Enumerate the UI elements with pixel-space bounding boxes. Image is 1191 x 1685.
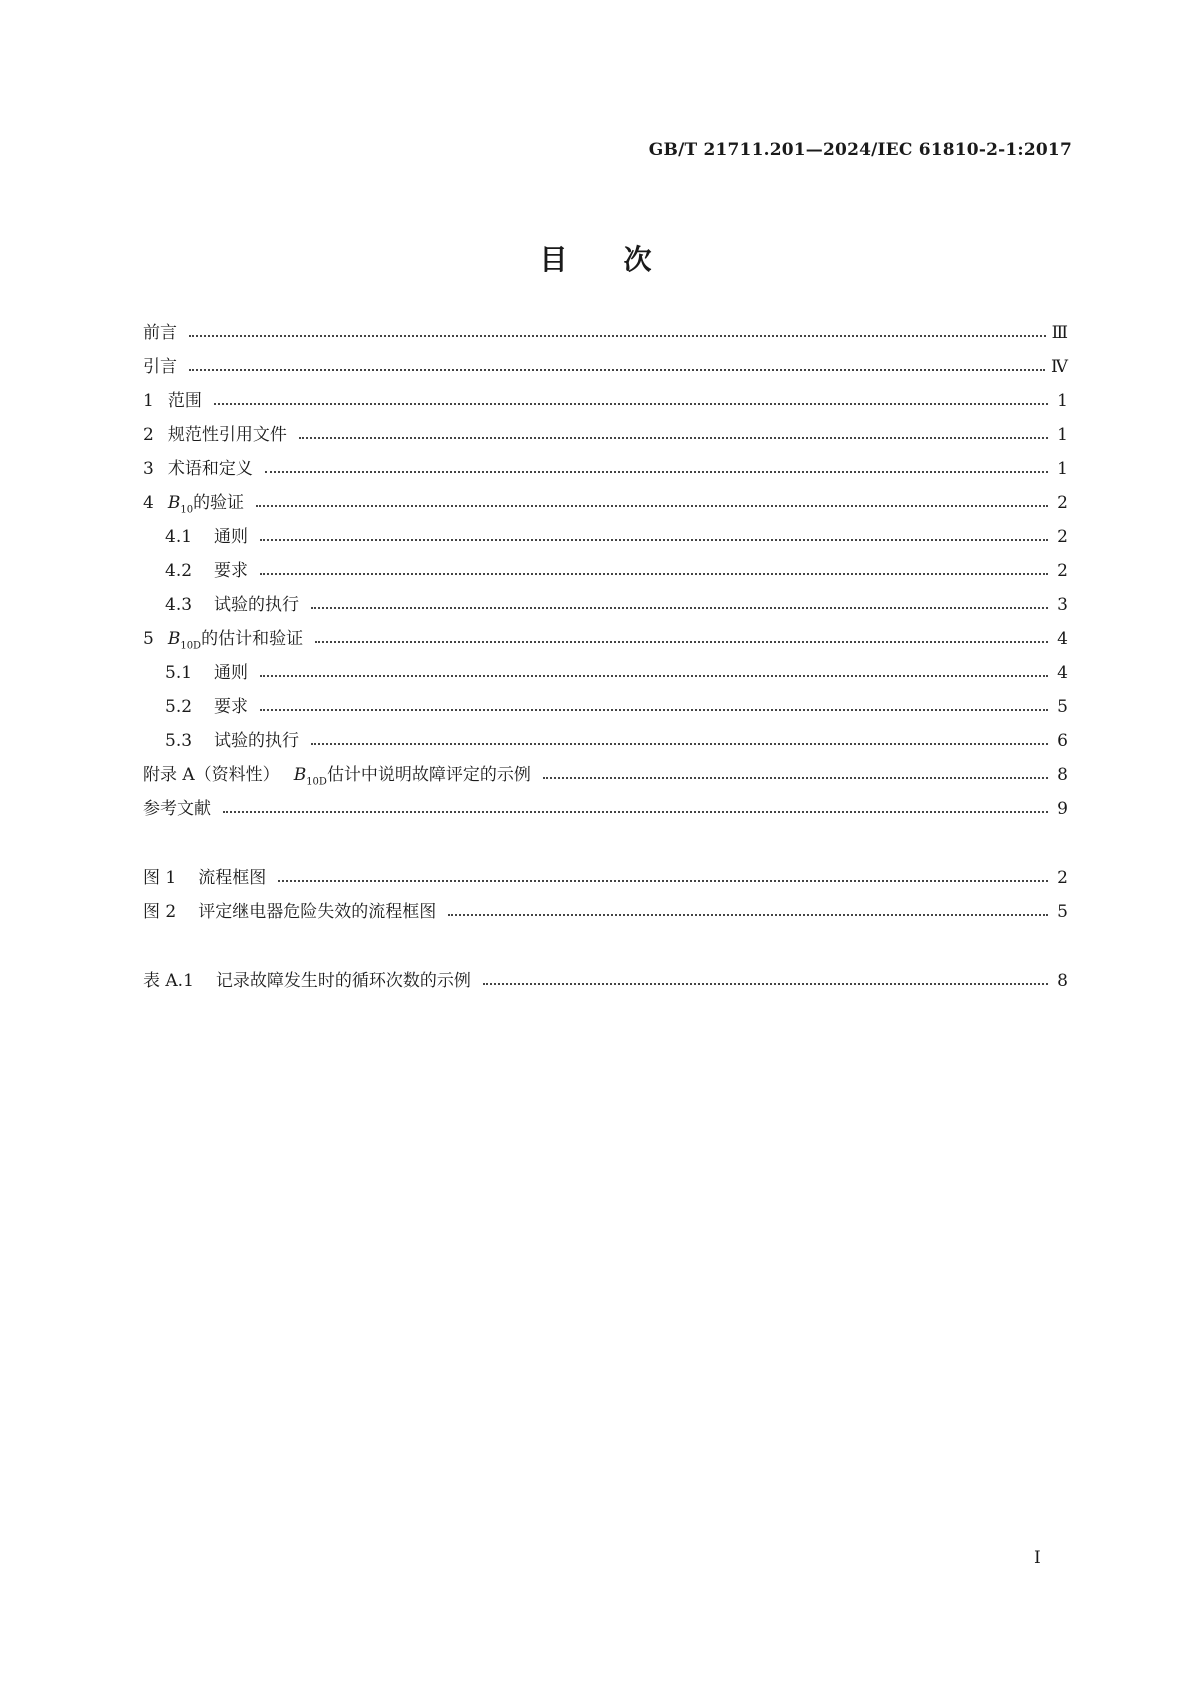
toc-entry-bibliography[interactable] — [143, 794, 1068, 822]
toc-entry-foreword[interactable] — [143, 318, 1068, 346]
toc-page: 9 — [1057, 799, 1068, 819]
toc-entry-figure-1[interactable] — [143, 863, 1068, 891]
toc-title: 目次 — [539, 243, 708, 276]
dot-leader — [260, 573, 1048, 575]
dot-leader — [189, 335, 1046, 337]
toc-page: 2 — [1057, 493, 1068, 513]
toc-label: 规范性引用文件 — [167, 425, 287, 445]
dot-leader — [214, 403, 1048, 405]
toc-number: 3 — [143, 459, 154, 479]
toc-entry-figure-2[interactable] — [143, 897, 1068, 925]
toc-page: 8 — [1057, 765, 1068, 785]
toc-entry-annex-a[interactable] — [143, 760, 1068, 788]
toc-entry-5[interactable] — [143, 624, 1068, 652]
toc-entry-5-2[interactable] — [143, 692, 1068, 720]
toc-page: 1 — [1057, 391, 1068, 411]
toc-label: $B_{10D}$估计中说明故障评定的示例 — [293, 765, 531, 788]
dot-leader — [223, 811, 1048, 813]
dot-leader — [311, 743, 1048, 745]
toc-page: 8 — [1057, 971, 1068, 991]
toc-number: 2 — [143, 425, 154, 445]
dot-leader — [278, 880, 1048, 882]
dot-leader — [189, 369, 1045, 371]
toc-page: 2 — [1057, 527, 1068, 547]
toc-entry-1[interactable] — [143, 386, 1068, 414]
toc-entry-4-1[interactable] — [143, 522, 1068, 550]
dot-leader — [265, 471, 1048, 473]
toc-entry-5-1[interactable] — [143, 658, 1068, 686]
toc-label: 试验的执行 — [214, 731, 300, 751]
page-number: I — [1034, 1548, 1041, 1568]
dot-leader — [483, 983, 1048, 985]
toc-number: 5.3 — [165, 731, 193, 751]
toc-label: $B_{10D}$的估计和验证 — [167, 629, 304, 652]
dot-leader — [543, 777, 1048, 779]
toc-label: 要求 — [214, 561, 249, 581]
toc-label: 试验的执行 — [214, 595, 300, 615]
dot-leader — [260, 675, 1048, 677]
toc-entry-table-a1[interactable] — [143, 966, 1068, 994]
toc-page: 5 — [1057, 697, 1068, 717]
toc-number: 4 — [143, 493, 154, 513]
toc-entry-4-2[interactable] — [143, 556, 1068, 584]
toc-page: 4 — [1057, 629, 1068, 649]
toc-entry-4[interactable] — [143, 488, 1068, 516]
toc-label: $B_{10}$的验证 — [167, 493, 245, 516]
toc-label: 引言 — [143, 357, 177, 377]
toc-label: 要求 — [214, 697, 249, 717]
toc-entry-introduction[interactable] — [143, 352, 1068, 380]
dot-leader — [256, 505, 1048, 507]
toc-label: 通则 — [214, 527, 249, 547]
toc-number: 4.2 — [165, 561, 193, 581]
toc-label: 参考文献 — [143, 799, 211, 819]
toc-label: 评定继电器危险失效的流程框图 — [198, 902, 437, 922]
toc-number: 5.2 — [165, 697, 193, 717]
toc-number: 图 1 — [143, 868, 177, 888]
toc-label: 范围 — [167, 391, 202, 411]
toc-page: Ⅳ — [1051, 357, 1068, 377]
toc-label: 记录故障发生时的循环次数的示例 — [215, 971, 471, 991]
standard-code: GB/T 21711.201—2024/IEC 61810-2-1:2017 — [648, 140, 1072, 160]
toc-label: 前言 — [143, 323, 177, 343]
dot-leader — [260, 709, 1048, 711]
toc-page: 1 — [1057, 425, 1068, 445]
toc-number: 5.1 — [165, 663, 193, 683]
toc-number: 附录 A（资料性） — [143, 765, 280, 785]
dot-leader — [315, 641, 1048, 643]
toc-entry-4-3[interactable] — [143, 590, 1068, 618]
toc-page: 2 — [1057, 868, 1068, 888]
toc-page: 2 — [1057, 561, 1068, 581]
toc-number: 5 — [143, 629, 154, 649]
toc-number: 图 2 — [143, 902, 177, 922]
toc-label: 通则 — [214, 663, 249, 683]
dot-leader — [448, 914, 1048, 916]
toc-number: 4.3 — [165, 595, 193, 615]
toc-page: 4 — [1057, 663, 1068, 683]
dot-leader — [299, 437, 1048, 439]
dot-leader — [260, 539, 1048, 541]
dot-leader — [311, 607, 1048, 609]
toc-page: 1 — [1057, 459, 1068, 479]
toc-label: 流程框图 — [198, 868, 267, 888]
toc-label: 术语和定义 — [167, 459, 253, 479]
toc-entry-2[interactable] — [143, 420, 1068, 448]
toc-number: 表 A.1 — [143, 971, 194, 991]
toc-number: 1 — [143, 391, 154, 411]
toc-entry-3[interactable] — [143, 454, 1068, 482]
toc-page: 6 — [1057, 731, 1068, 751]
toc-number: 4.1 — [165, 527, 193, 547]
toc-page: Ⅲ — [1051, 323, 1068, 343]
toc-page: 3 — [1057, 595, 1068, 615]
toc-page: 5 — [1057, 902, 1068, 922]
toc-entry-5-3[interactable] — [143, 726, 1068, 754]
